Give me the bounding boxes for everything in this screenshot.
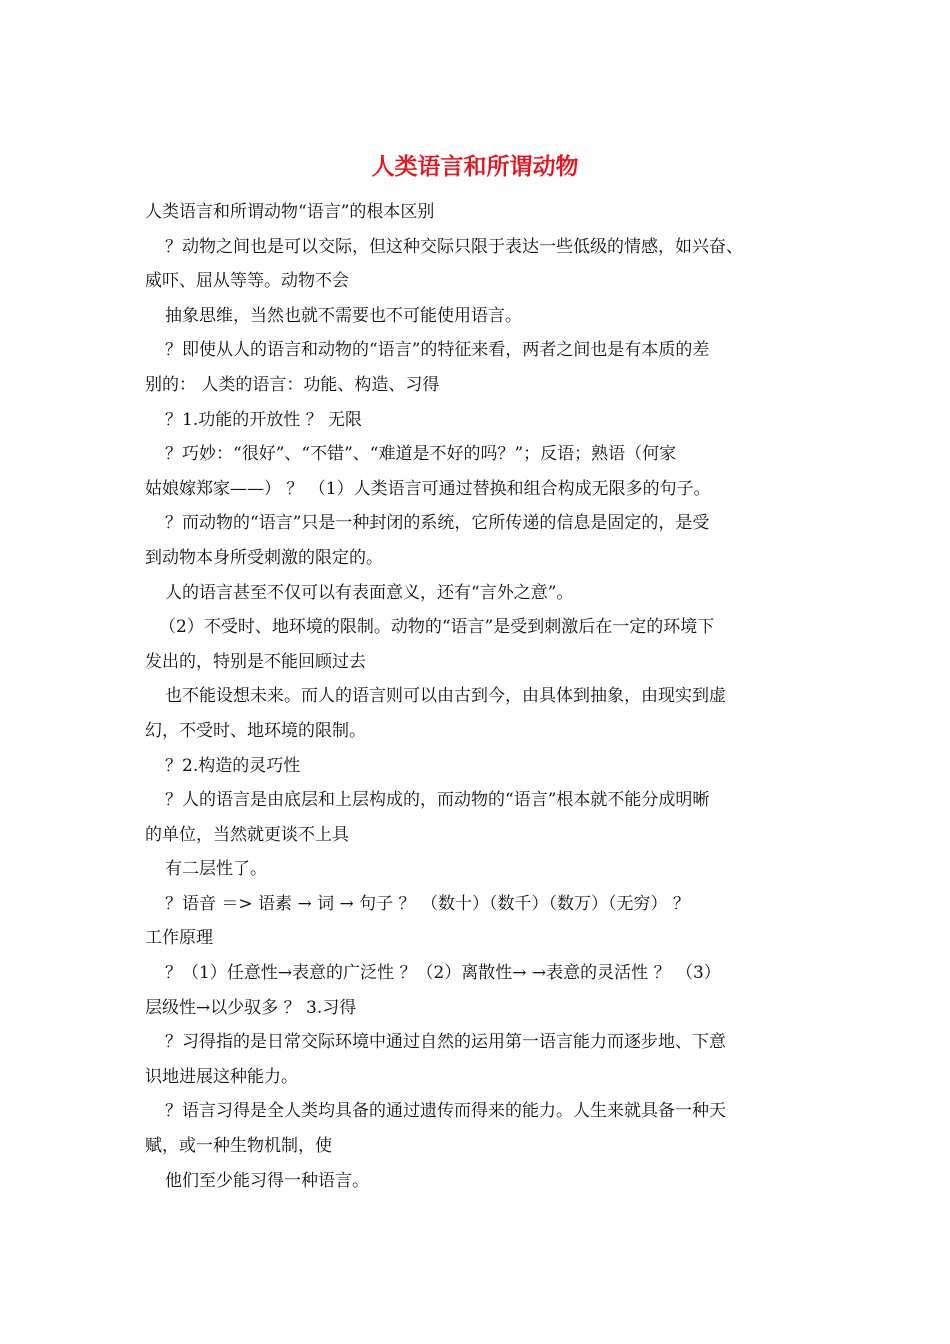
- body-line: ？动物之间也是可以交际，但这种交际只限于表达一些低级的情感，如兴奋、: [165, 236, 743, 257]
- body-line: 的单位，当然就更谈不上具: [145, 824, 349, 845]
- body-line: ？1.功能的开放性 ？ 无限: [165, 409, 363, 430]
- body-line: 发出的，特别是不能回顾过去: [145, 651, 366, 672]
- body-line: 赋，或一种生物机制，使: [145, 1136, 332, 1157]
- body-line: 人类语言和所谓动物“语言”的根本区别: [145, 202, 435, 222]
- body-line: ？语言习得是全人类均具备的通过遗传而得来的能力。人生来就具备一种天: [165, 1101, 726, 1122]
- body-line: 姑娘嫁郑家——） ？ （1）人类语言可通过替换和组合构成无限多的句子。: [145, 478, 711, 499]
- body-line: （2）不受时、地环境的限制。动物的“语言”是受到刺激后在一定的环境下: [159, 617, 715, 638]
- document-title: 人类语言和所谓动物: [371, 153, 579, 180]
- body-line: ？而动物的“语言”只是一种封闭的系统，它所传递的信息是固定的，是受: [165, 513, 710, 534]
- body-line: 别的： 人类的语言：功能、构造、习得: [145, 374, 440, 395]
- body-line: 也不能设想未来。而人的语言则可以由古到今，由具体到抽象，由现实到虚: [165, 686, 726, 707]
- body-line: ？巧妙：“很好”、“不错”、“难道是不好的吗？”；反语；熟语（何家: [165, 444, 677, 465]
- body-line: ？语音 ＝> 语素 → 词 → 句子 ？ （数十）（数千）（数万）（无穷） ？: [165, 893, 690, 914]
- body-line: 人的语言甚至不仅可以有表面意义，还有“言外之意”。: [165, 582, 574, 603]
- body-line: ？即使从人的语言和动物的“语言”的特征来看，两者之间也是有本质的差: [165, 340, 710, 361]
- body-line: 识地进展这种能力。: [145, 1066, 298, 1087]
- body-line: ？2.构造的灵巧性: [165, 755, 301, 776]
- body-line: 工作原理: [145, 928, 213, 949]
- body-line: 层级性→以少驭多 ？ 3.习得: [145, 997, 357, 1018]
- body-line: 有二层性了。: [165, 859, 267, 880]
- body-line: 幻，不受时、地环境的限制。: [145, 720, 366, 741]
- body-line: 威吓、屈从等等。动物不会: [145, 271, 349, 292]
- body-line: 他们至少能习得一种语言。: [165, 1170, 369, 1191]
- body-line: ？习得指的是日常交际环境中通过自然的运用第一语言能力而逐步地、下意: [165, 1032, 726, 1053]
- document-body: [145, 195, 810, 1198]
- body-line: ？（1）任意性→表意的广泛性 ？（2）离散性→ →表意的灵活性 ？ （3）: [165, 963, 721, 984]
- body-line: 到动物本身所受刺激的限定的。: [145, 547, 383, 568]
- body-line: 抽象思维，当然也就不需要也不可能使用语言。: [165, 305, 522, 326]
- body-line: ？人的语言是由底层和上层构成的，而动物的“语言”根本就不能分成明晰: [165, 790, 710, 811]
